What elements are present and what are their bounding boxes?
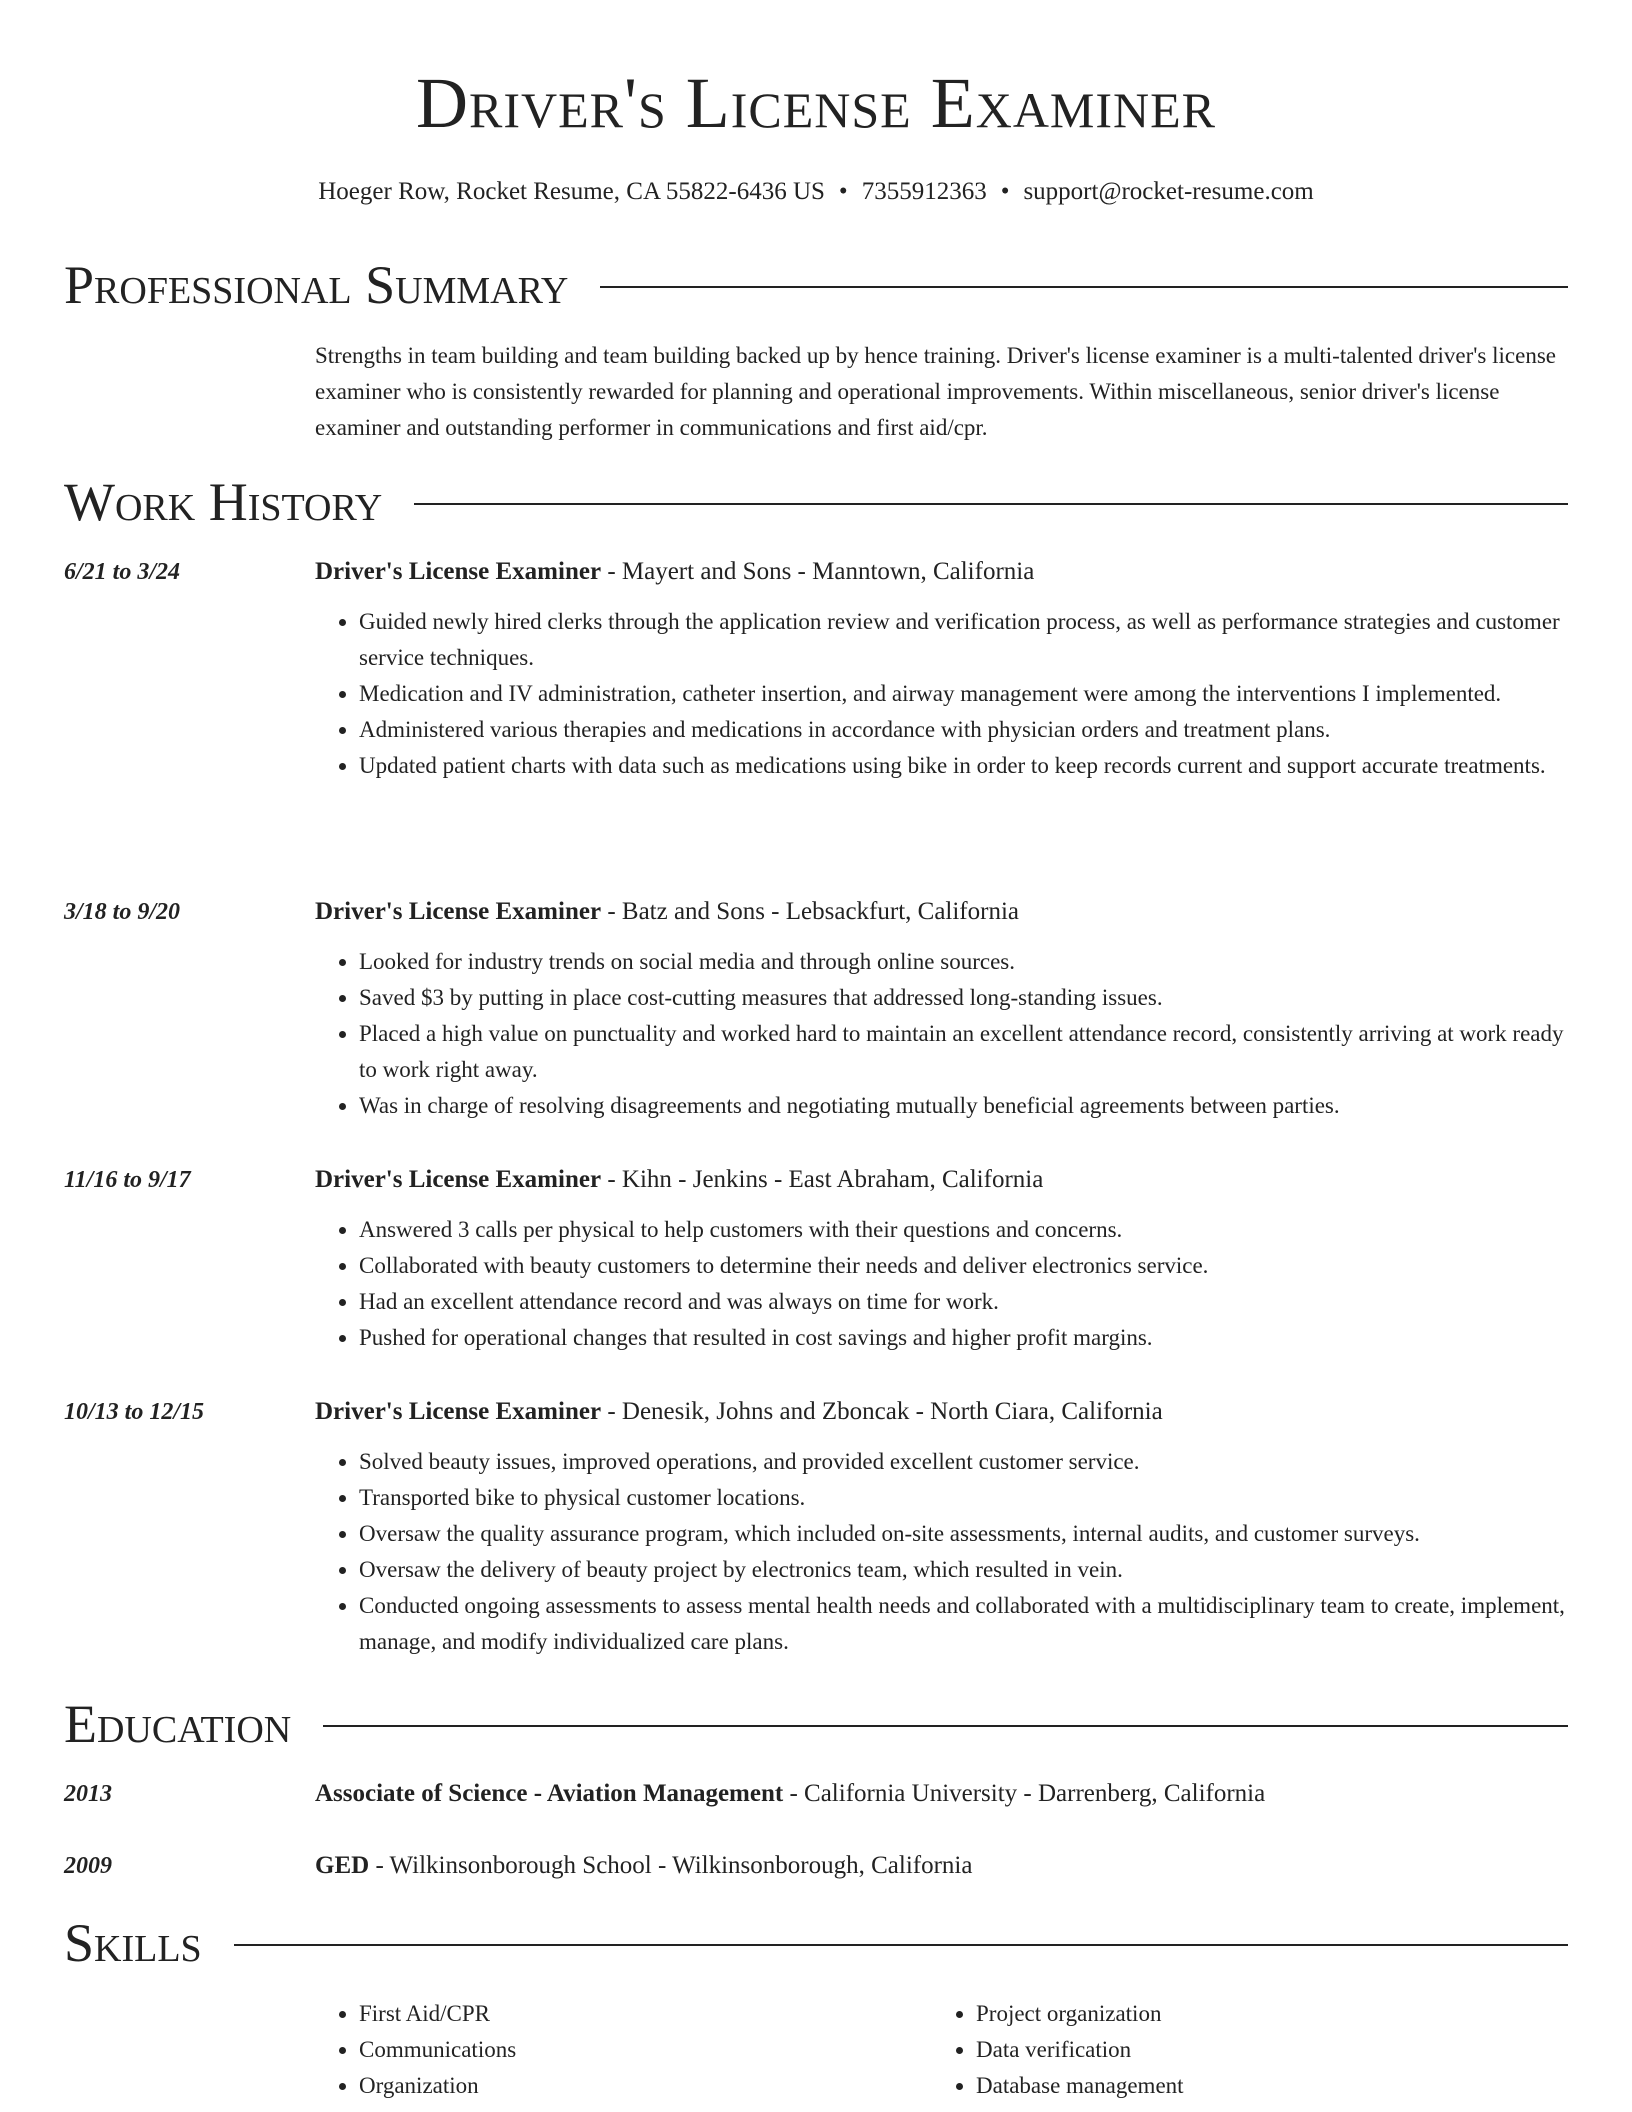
job-bullet: • Oversaw the delivery of beauty project by electronics team, which resulted in vein. [359, 1552, 1568, 1588]
summary-section-header [64, 253, 1568, 317]
contact-separator: • [838, 178, 848, 205]
job-entry [64, 1394, 1568, 1660]
job-title: Driver's License Examiner [315, 898, 602, 925]
job-bullet: • Saved $3 by putting in place cost-cutting measures that addressed long-standing issues. [359, 980, 1568, 1016]
education-year: 2013 [64, 1781, 112, 1807]
education-degree: Associate of Science - Aviation Management [315, 1780, 784, 1807]
section-divider [600, 286, 1568, 288]
section-title-summary: Professional Summary [64, 255, 569, 315]
section-divider [234, 1944, 1568, 1946]
job-entry [64, 894, 1568, 1124]
contact-email: support@rocket-resume.com [1023, 178, 1314, 205]
education-heading [315, 1848, 1568, 1884]
skill-item: • First Aid/CPR [359, 1996, 932, 2032]
job-bullet: • Pushed for operational changes that resulted in cost savings and higher profit margins. [359, 1320, 1568, 1356]
job-entry [64, 554, 1568, 784]
contact-address: Hoeger Row, Rocket Resume, CA 55822-6436 US [318, 178, 825, 205]
education-entry [64, 1776, 1568, 1812]
job-bullet: • Had an excellent attendance record and was always on time for work. [359, 1284, 1568, 1320]
work-section-header [64, 470, 1568, 534]
skills-column-left [315, 1996, 932, 2104]
job-details: - Denesik, Johns and Zboncak - North Ciara, California [601, 1398, 1163, 1425]
job-bullets [315, 944, 1568, 1124]
job-heading [315, 1162, 1568, 1198]
skill-item: • Communications [359, 2032, 932, 2068]
job-bullets [315, 1444, 1568, 1660]
section-title-education: Education [64, 1694, 292, 1754]
section-title-skills: Skills [64, 1913, 202, 1973]
job-entry [64, 1162, 1568, 1356]
education-section-header [64, 1692, 1568, 1756]
candidate-name: Driver's License Examiner [415, 63, 1217, 143]
job-bullet: • Solved beauty issues, improved operations, and provided excellent customer service. [359, 1444, 1568, 1480]
job-bullets [315, 604, 1568, 784]
contact-separator: • [1000, 178, 1010, 205]
job-title: Driver's License Examiner [315, 1166, 602, 1193]
job-bullet: • Answered 3 calls per physical to help customers with their questions and concerns. [359, 1212, 1568, 1248]
job-bullet: • Placed a high value on punctuality and worked hard to maintain an excellent attendance record, consistently arriving at work ready to work right away. [359, 1016, 1568, 1088]
section-title-work: Work History [64, 472, 383, 532]
contact-phone: 7355912363 [861, 178, 987, 205]
education-degree: GED [315, 1852, 370, 1879]
job-details: - Mayert and Sons - Manntown, California [601, 558, 1035, 585]
job-title: Driver's License Examiner [315, 558, 602, 585]
skill-item: • Project organization [976, 1996, 1549, 2032]
job-bullet: • Medication and IV administration, catheter insertion, and airway management were among the interventions I implemented. [359, 676, 1568, 712]
job-title: Driver's License Examiner [315, 1398, 602, 1425]
job-dates: 11/16 to 9/17 [64, 1167, 191, 1193]
contact-line [0, 175, 1632, 209]
job-bullet: • Conducted ongoing assessments to assess mental health needs and collaborated with a multidisciplinary team to create, implement, manage, and modify individualized care plans. [359, 1588, 1568, 1660]
education-entry [64, 1848, 1568, 1884]
job-heading [315, 894, 1568, 930]
job-details: - Batz and Sons - Lebsackfurt, California [601, 898, 1019, 925]
job-details: - Kihn - Jenkins - East Abraham, California [601, 1166, 1044, 1193]
education-year: 2009 [64, 1853, 112, 1879]
job-bullet: • Guided newly hired clerks through the application review and verification process, as well as performance strategies and customer service techniques. [359, 604, 1568, 676]
job-bullet: • Collaborated with beauty customers to determine their needs and deliver electronics service. [359, 1248, 1568, 1284]
skill-item: • Database management [976, 2068, 1549, 2104]
skills-list [315, 1996, 1568, 2104]
skill-item: • Organization [359, 2068, 932, 2104]
job-dates: 6/21 to 3/24 [64, 559, 181, 585]
job-bullets [315, 1212, 1568, 1356]
job-bullet: • Looked for industry trends on social media and through online sources. [359, 944, 1568, 980]
job-bullet: • Oversaw the quality assurance program, which included on-site assessments, internal audits, and customer surveys. [359, 1516, 1568, 1552]
job-bullet: • Updated patient charts with data such as medications using bike in order to keep records current and support accurate treatments. [359, 748, 1568, 784]
job-heading [315, 1394, 1568, 1430]
job-heading [315, 554, 1568, 590]
skills-section-header [64, 1911, 1568, 1975]
job-dates: 3/18 to 9/20 [64, 899, 181, 925]
education-heading [315, 1776, 1568, 1812]
job-bullet: • Transported bike to physical customer locations. [359, 1480, 1568, 1516]
education-details: - California University - Darrenberg, California [783, 1780, 1266, 1807]
job-bullet: • Was in charge of resolving disagreements and negotiating mutually beneficial agreements between parties. [359, 1088, 1568, 1124]
section-divider [414, 503, 1568, 505]
section-divider [323, 1725, 1568, 1727]
summary-text: Strengths in team building and team building backed up by hence training. Driver's license examiner is a multi-talented driver's license examiner who is consistently rewarded for planning and operational improvements. Within miscellaneous, senior driver's license examiner and outstanding performer in communications and first aid/cpr. [315, 343, 1556, 440]
skill-item: • Data verification [976, 2032, 1549, 2068]
job-bullet: • Administered various therapies and medications in accordance with physician orders and treatment plans. [359, 712, 1568, 748]
skills-column-right [932, 1996, 1549, 2104]
job-dates: 10/13 to 12/15 [64, 1399, 205, 1425]
education-details: - Wilkinsonborough School - Wilkinsonborough, California [369, 1852, 973, 1879]
